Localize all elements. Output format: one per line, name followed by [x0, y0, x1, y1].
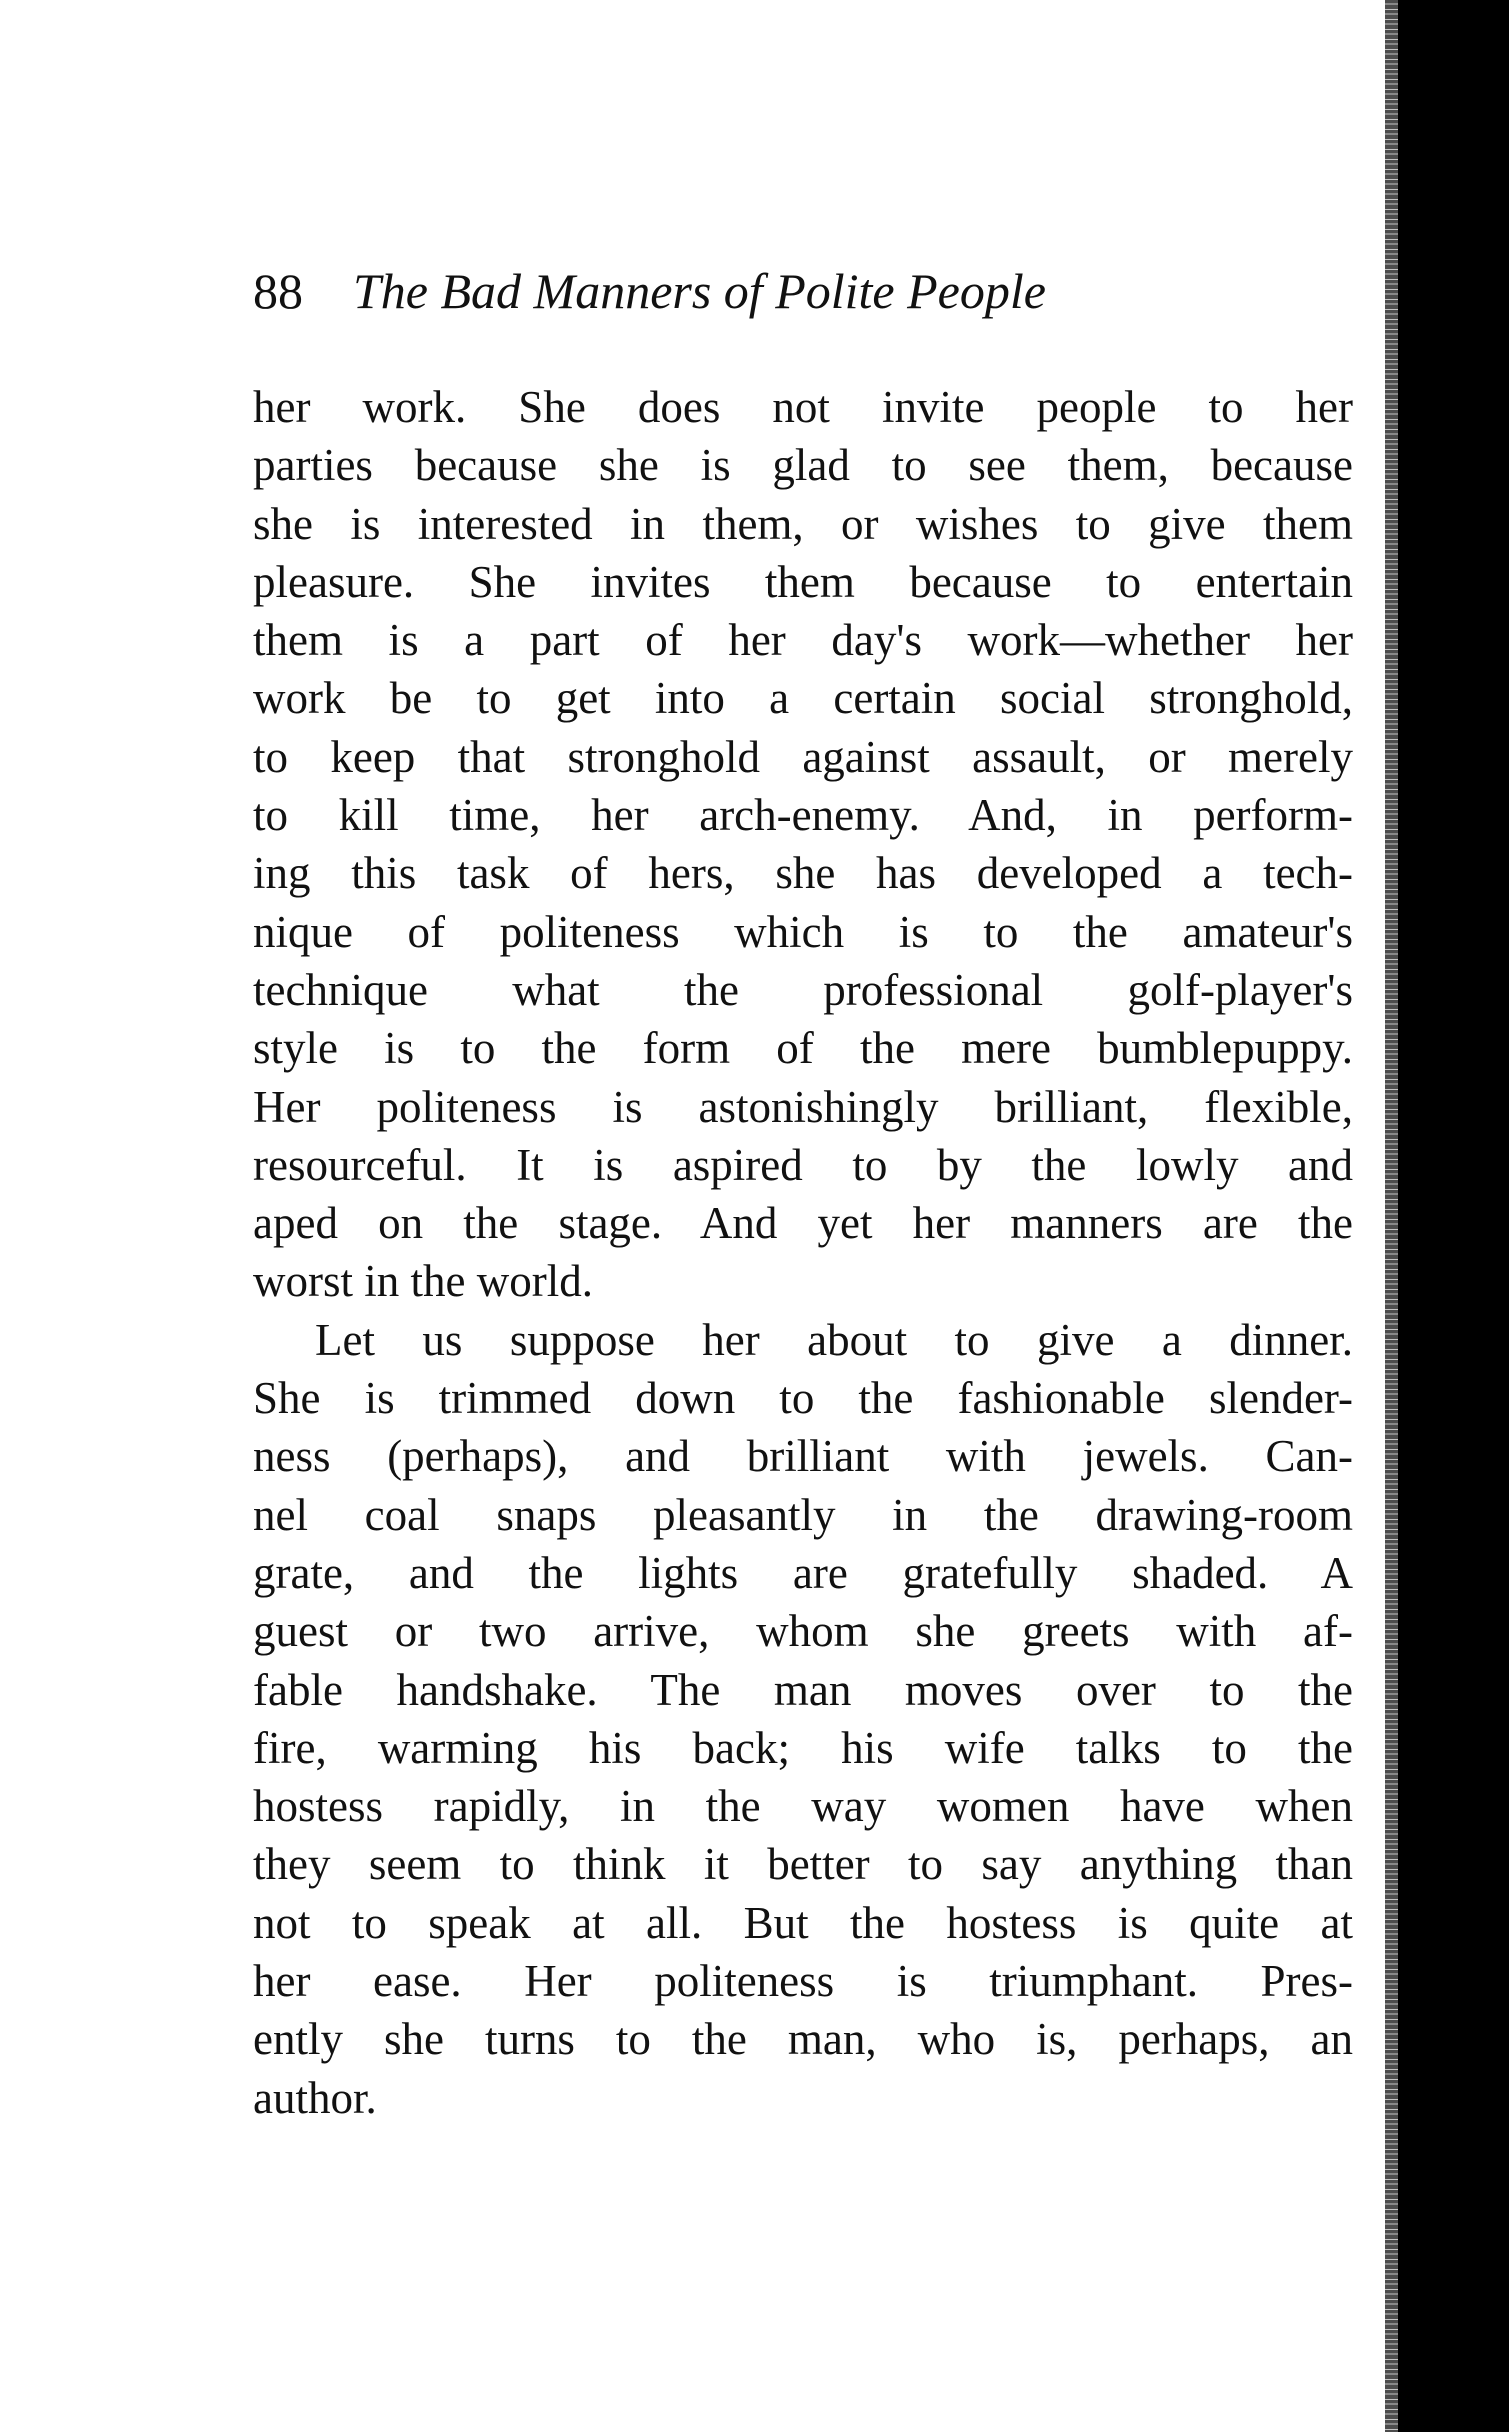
- running-header: [253, 262, 1046, 320]
- text-line: ness (perhaps), and brilliant with jewels. Can-: [253, 1431, 1353, 1482]
- text-line: worst in the world.: [253, 1256, 593, 1307]
- text-line: guest or two arrive, whom she greets with af-: [253, 1606, 1353, 1657]
- text-line: Her politeness is astonishingly brilliant, flexible,: [253, 1081, 1353, 1132]
- text-line: not to speak at all. But the hostess is quite at: [253, 1897, 1353, 1948]
- text-line: her work. She does not invite people to her: [253, 382, 1353, 432]
- text-line: work be to get into a certain social stronghold,: [253, 673, 1353, 724]
- text-line: they seem to think it better to say anything than: [253, 1839, 1353, 1890]
- text-line: to kill time, her arch-enemy. And, in perform-: [253, 790, 1353, 841]
- text-line: fire, warming his back; his wife talks to the: [253, 1722, 1353, 1773]
- text-line: her ease. Her politeness is triumphant. Pres-: [253, 1956, 1353, 2007]
- text-line: aped on the stage. And yet her manners are the: [253, 1198, 1353, 1249]
- text-line: pleasure. She invites them because to entertain: [253, 556, 1353, 607]
- text-line: nel coal snaps pleasantly in the drawing-room: [253, 1489, 1353, 1540]
- text-line: fable handshake. The man moves over to the: [253, 1664, 1353, 1715]
- text-line: author.: [253, 2072, 377, 2123]
- text-line: technique what the professional golf-player's: [253, 964, 1353, 1015]
- text-line: nique of politeness which is to the amateur's: [253, 906, 1353, 957]
- text-line: grate, and the lights are gratefully shaded. A: [253, 1547, 1353, 1598]
- text-line: hostess rapidly, in the way women have when: [253, 1781, 1353, 1832]
- text-line: parties because she is glad to see them, because: [253, 440, 1353, 491]
- text-line: to keep that stronghold against assault, or merely: [253, 731, 1353, 782]
- page-number: 88: [253, 263, 303, 319]
- text-line: she is interested in them, or wishes to give them: [253, 498, 1353, 549]
- running-title: The Bad Manners of Polite People: [353, 263, 1046, 319]
- text-line: ing this task of hers, she has developed a tech-: [253, 848, 1353, 899]
- text-line: Let us suppose her about to give a dinner.: [315, 1314, 1353, 1365]
- text-line: them is a part of her day's work—whether her: [253, 615, 1353, 666]
- book-gutter: [1398, 0, 1509, 2432]
- text-line: resourceful. It is aspired to by the lowly and: [253, 1139, 1353, 1190]
- text-line: ently she turns to the man, who is, perhaps, an: [253, 2014, 1353, 2065]
- text-line: She is trimmed down to the fashionable slender-: [253, 1373, 1353, 1424]
- text-line: style is to the form of the mere bumblepuppy.: [253, 1023, 1353, 1074]
- body-text: [253, 378, 1353, 2127]
